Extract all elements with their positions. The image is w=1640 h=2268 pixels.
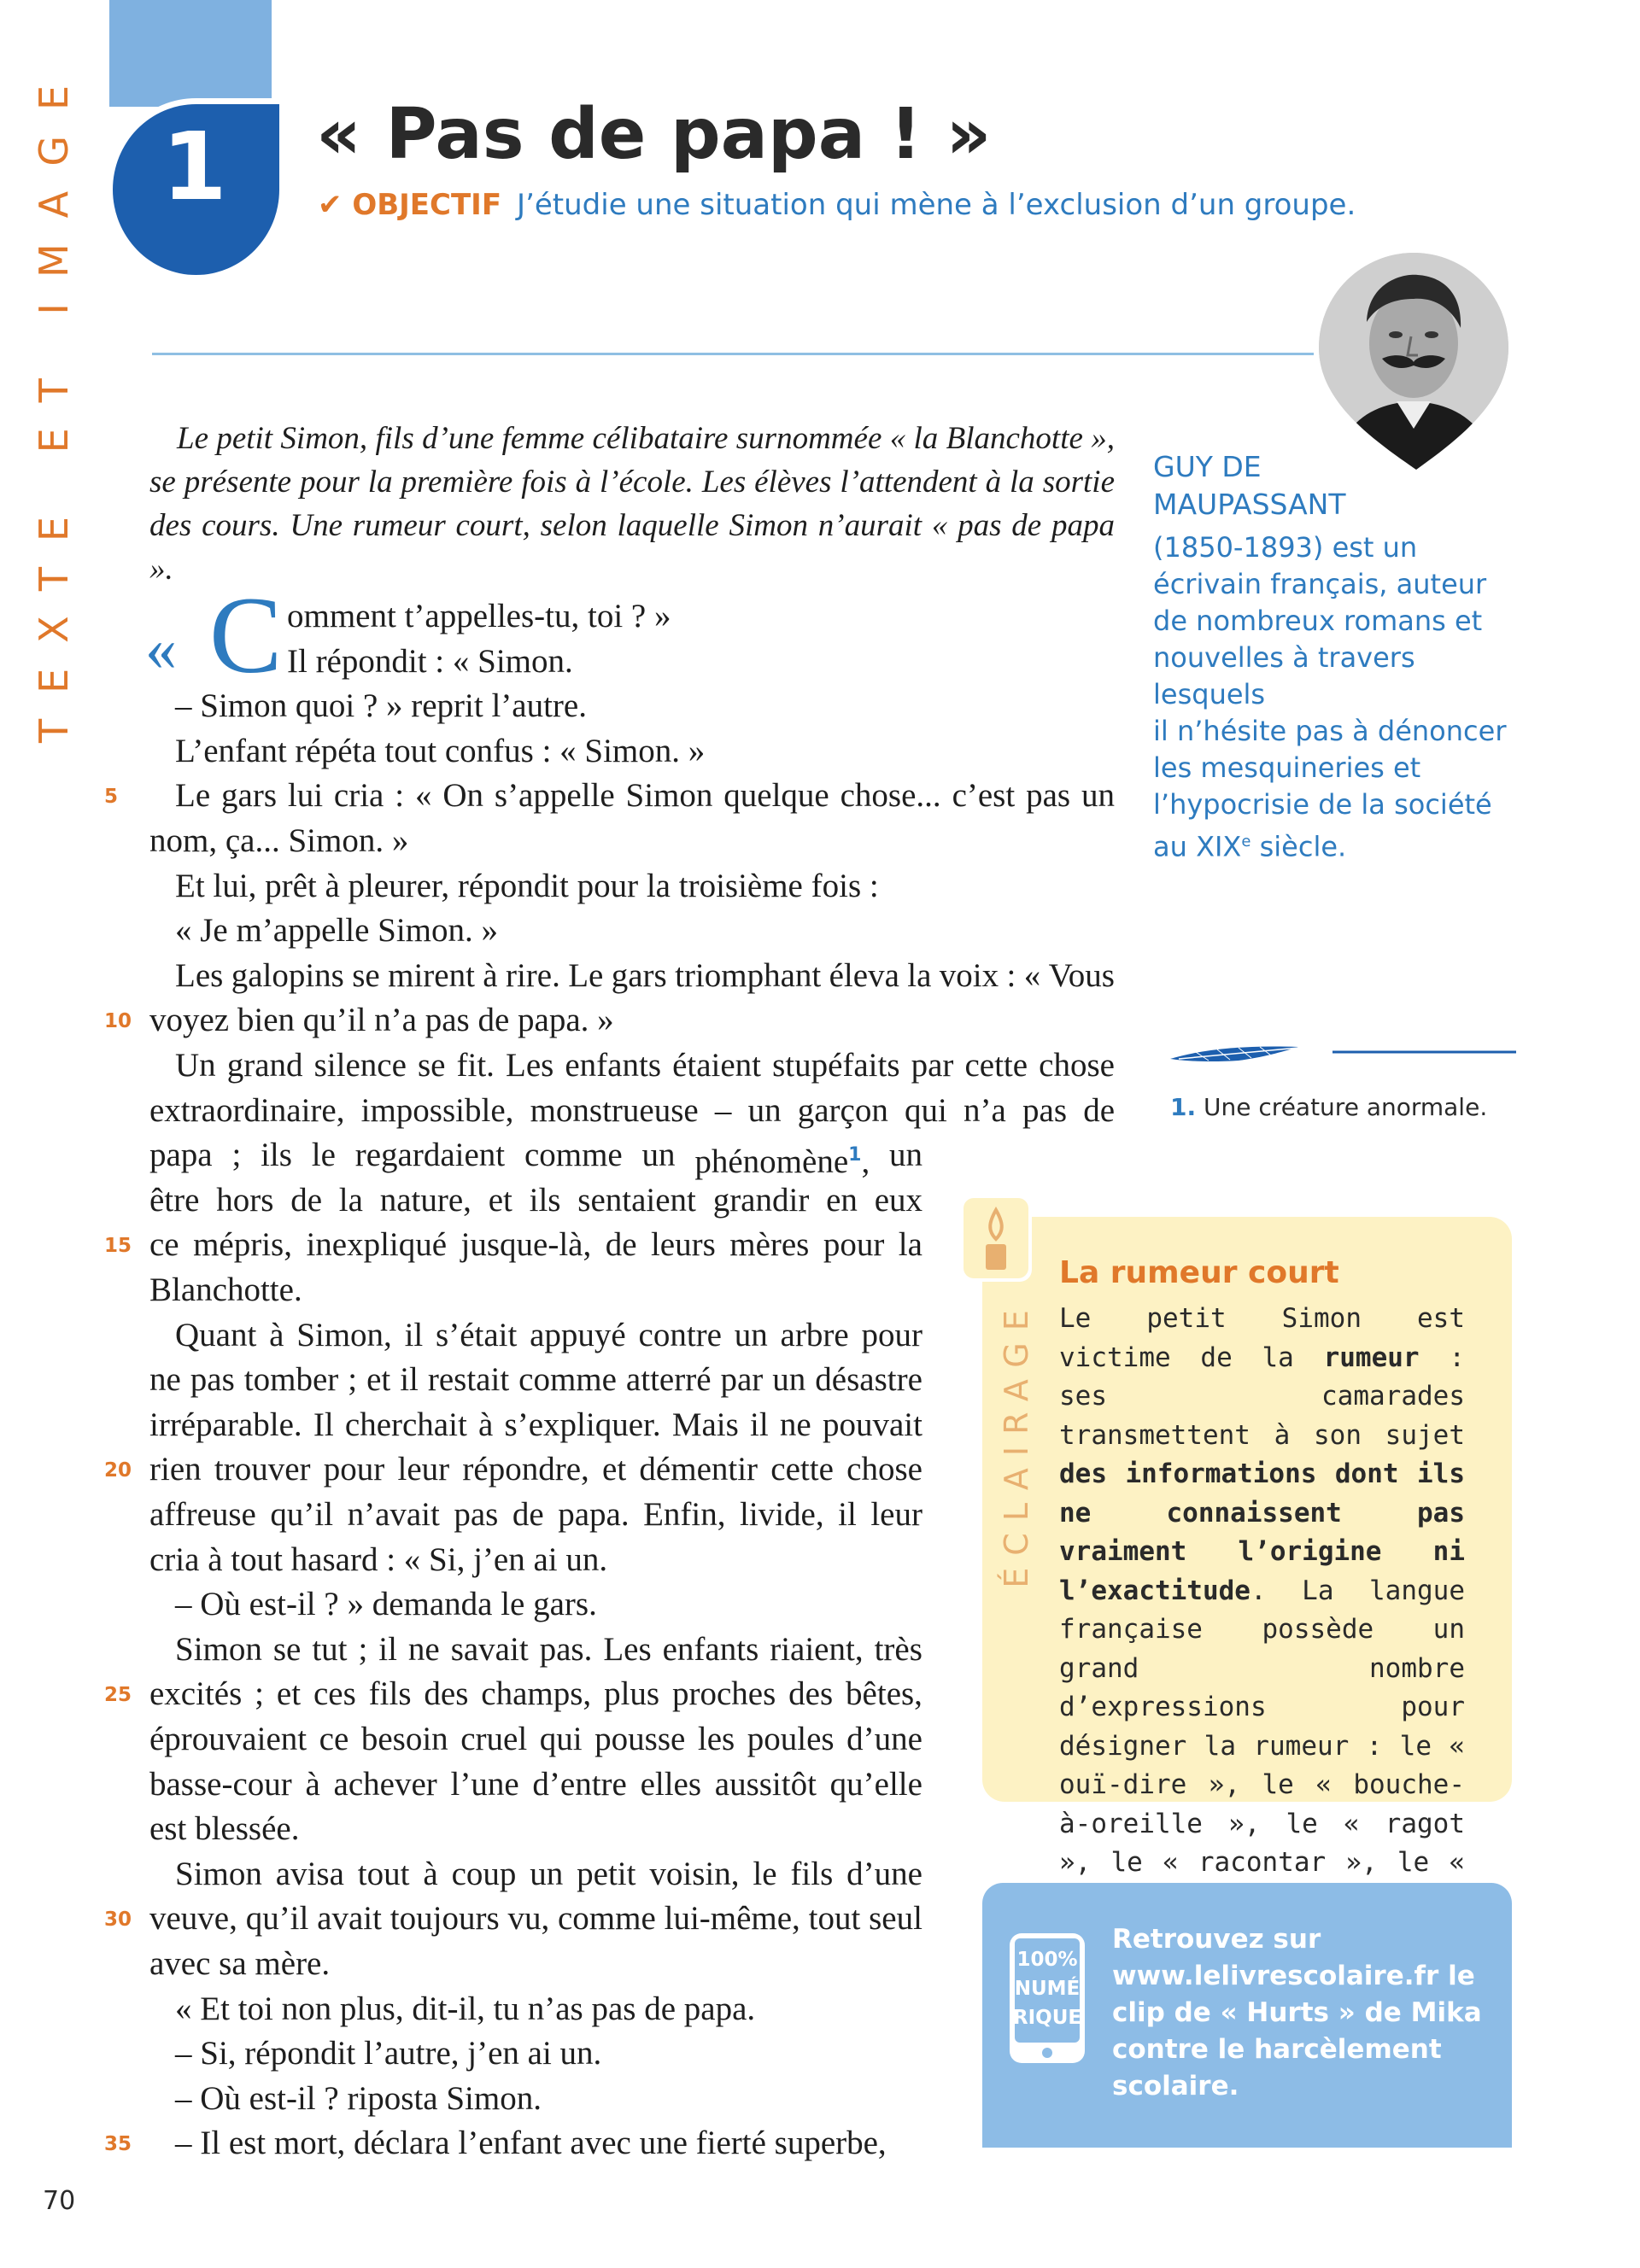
text-line: – Où est-il ? riposta Simon. <box>175 2079 542 2117</box>
badge-line: NUMÉ <box>1014 1978 1081 2000</box>
text-word: chose <box>1039 1047 1115 1084</box>
text-word: lui-même, <box>664 1900 800 1938</box>
chapter-number: 1 <box>161 112 227 221</box>
eclairage-text-bold: des informations dont ils ne connaissent pas vraiment l’origine ni l’exactitude <box>1059 1458 1465 1606</box>
text-word: bêtes, <box>846 1675 922 1713</box>
text-line: est blessée. <box>149 1810 300 1848</box>
text-word: qu’il <box>270 1496 334 1533</box>
text-word: ne <box>149 1361 181 1399</box>
text-word: riaient, <box>770 1630 864 1668</box>
text-word: tut <box>312 1630 348 1668</box>
text-word: gars <box>221 777 277 815</box>
chapter-tab-strip <box>109 0 272 107</box>
text-word: trouver <box>214 1451 311 1488</box>
text-word: lui <box>287 777 324 815</box>
text-line: Et lui, prêt à pleurer, répondit pour la troisième fois : <box>175 867 879 904</box>
text-word: se <box>352 956 380 994</box>
text-line <box>149 1178 922 1223</box>
text-word: pour <box>861 1316 922 1353</box>
text-word: aussitôt <box>714 1765 817 1803</box>
text-word: démentir <box>639 1451 758 1488</box>
text-word: voisin, <box>649 1855 740 1892</box>
text-word: éleva <box>829 956 899 994</box>
text-line <box>175 1043 1115 1088</box>
text-word: des <box>788 1675 834 1713</box>
text-word: ils <box>529 1181 561 1219</box>
text-line: cria à tout hasard : « Si, j’en ai un. <box>149 1540 608 1578</box>
text-word: ce <box>149 1226 179 1264</box>
text-word: leur <box>397 1451 450 1488</box>
text-word: à <box>423 1855 438 1892</box>
line-number: 15 <box>104 1235 132 1258</box>
text-word: papa <box>149 1137 213 1174</box>
text-word: Les <box>506 1047 554 1084</box>
text-word: plus <box>604 1675 660 1713</box>
text-word: Le <box>175 777 211 815</box>
text-word: Les <box>603 1630 652 1668</box>
text-word: s’était <box>436 1316 518 1353</box>
section-side-label <box>24 51 84 751</box>
text-word: Enfin, <box>643 1496 726 1533</box>
text-word: fit. <box>456 1047 495 1084</box>
page-title: « Pas de papa ! » <box>316 94 992 175</box>
text-word: Simon <box>175 1855 262 1892</box>
text-word: ; <box>348 1361 358 1399</box>
text-word: Il <box>313 1406 334 1443</box>
text-line: avec sa mère. <box>149 1945 331 1982</box>
text-word: inexpliqué <box>306 1226 448 1264</box>
line-number: 25 <box>104 1684 132 1707</box>
author-bio-line: (1850-1893) est un <box>1153 531 1418 564</box>
text-word: hors <box>216 1181 274 1219</box>
text-word: pas <box>190 1361 235 1399</box>
text-word: un <box>1081 777 1115 815</box>
eclairage-text-part: . La langue française possède un grand nombre d’expressions pour désigner la rumeur : le « ouï-dire », le « bouche-à-oreille », le « ragot », le « racontar », le « <box>1059 1575 1465 1878</box>
eclairage-text-part: : ses camarades transmettent à son sujet <box>1059 1342 1466 1451</box>
text-word: qui <box>539 1721 583 1757</box>
text-word: champs, <box>481 1675 592 1713</box>
text-word: tout <box>357 1855 410 1892</box>
text-word: papa. <box>558 1496 630 1533</box>
title-divider <box>152 353 1314 355</box>
text-word: nature, <box>379 1181 472 1219</box>
quill-icon <box>1170 1040 1516 1064</box>
text-word: mépris, <box>193 1226 292 1264</box>
text-line: – Simon quoi ? » reprit l’autre. <box>175 687 587 725</box>
text-word: ; <box>255 1675 265 1713</box>
text-word: : <box>1006 956 1016 994</box>
text-line <box>149 1447 922 1492</box>
text-word: cette <box>770 1451 834 1488</box>
text-word: savait <box>450 1630 529 1668</box>
text-word: être <box>149 1181 200 1219</box>
text-word: pour <box>323 1451 385 1488</box>
text-word: pousse <box>594 1721 686 1757</box>
text-line <box>149 1493 922 1537</box>
eclairage-side-label <box>982 1281 1051 1605</box>
drop-cap: C <box>209 575 283 696</box>
text-word: se <box>272 1630 302 1668</box>
text-word: à <box>305 1765 320 1803</box>
text-word: Un <box>175 1047 216 1084</box>
text-word: un <box>734 1316 768 1353</box>
text-line <box>149 1762 922 1807</box>
text-word: chose... <box>840 777 941 815</box>
text-word: appuyé <box>530 1316 626 1353</box>
author-bio-line: écrivain français, auteur <box>1153 568 1487 600</box>
text-word: petit <box>577 1855 636 1892</box>
text-word: voix <box>939 956 999 994</box>
text-word: très <box>874 1630 922 1668</box>
text-line: – Si, répondit l’autre, j’en ai un. <box>175 2035 602 2072</box>
objective-label: ✔ OBJECTIF <box>318 188 502 222</box>
text-word: de <box>512 1496 544 1533</box>
text-line <box>175 1313 922 1358</box>
text-word: à <box>269 1316 284 1353</box>
text-word: à <box>478 1406 494 1443</box>
author-bio-sup: e <box>1241 833 1251 850</box>
text-word: – <box>714 1091 732 1129</box>
text-word: pouvait <box>822 1406 922 1443</box>
text-word: leur <box>870 1496 922 1533</box>
text-word: avisa <box>275 1855 344 1892</box>
text-word: Les <box>175 956 224 994</box>
author-name-line: MAUPASSANT <box>1153 488 1346 521</box>
text-word: livide, <box>740 1496 824 1533</box>
text-line: voyez bien qu’il n’a pas de papa. » <box>149 1002 614 1039</box>
text-word: grand <box>226 1047 303 1084</box>
text-word: ce <box>319 1721 349 1757</box>
text-word: s’appelle <box>494 777 615 815</box>
text-word: garçon <box>797 1091 888 1129</box>
text-word: avait <box>317 1900 382 1938</box>
text-line <box>149 1897 922 1941</box>
text-word: comme <box>518 1361 617 1399</box>
line-number: 35 <box>104 2133 132 2156</box>
text-word: chose <box>846 1451 922 1488</box>
text-line <box>149 1358 922 1402</box>
candle-icon <box>957 1191 1035 1285</box>
text-word: restait <box>427 1361 510 1399</box>
text-word: Simon <box>625 777 713 815</box>
author-bio-line: nouvelles à travers lesquels <box>1153 641 1415 710</box>
text-word: ils <box>261 1137 292 1174</box>
text-line: Il répondit : « Simon. <box>287 642 573 680</box>
text-word: ; <box>358 1630 368 1668</box>
line-number: 20 <box>104 1459 132 1482</box>
text-word: se <box>417 1047 446 1084</box>
text-word: fils <box>368 1675 412 1713</box>
section-side-label-text: TEXTE ET IMAGE <box>31 59 77 744</box>
text-word: un <box>747 1091 782 1129</box>
text-line <box>149 1089 1115 1133</box>
text-word: gars <box>611 956 667 994</box>
text-word: qu’elle <box>829 1765 922 1803</box>
text-word: poules <box>747 1721 835 1757</box>
text-word: enfants <box>565 1047 661 1084</box>
text-word: mirent <box>388 956 475 994</box>
eclairage-side-label-text: ÉCLAIRAGE <box>998 1298 1035 1588</box>
text-word: ; <box>231 1137 242 1174</box>
footnote-ref: 1 <box>848 1144 862 1166</box>
text-word: et <box>602 1451 627 1488</box>
text-word: « <box>1023 956 1041 994</box>
text-word: qu’il <box>245 1900 309 1938</box>
text-word: impossible, <box>360 1091 514 1129</box>
text-word: il <box>750 1406 769 1443</box>
author-bio-line: de nombreux romans et <box>1153 605 1483 637</box>
text-word: n’avait <box>347 1496 440 1533</box>
objective-text: J’étudie une situation qui mène à l’exclusion d’un groupe. <box>517 188 1356 222</box>
text-line <box>149 1717 922 1762</box>
text-word: quelque <box>723 777 829 815</box>
text-word: un <box>772 1361 806 1399</box>
text-word: pas. <box>539 1630 593 1668</box>
text-word: des <box>424 1675 469 1713</box>
text-word: la <box>898 1226 922 1264</box>
author-bio-line: il n’hésite pas à dénoncer <box>1153 715 1507 747</box>
phone-icon <box>1006 1930 1088 2066</box>
text-word: cruel <box>460 1721 528 1757</box>
text-word: il <box>838 1496 857 1533</box>
text-word: ne <box>779 1406 811 1443</box>
text-word: il <box>400 1361 419 1399</box>
author-name <box>1153 448 1512 523</box>
text-word: les <box>697 1721 735 1757</box>
text-word: atterré <box>625 1361 712 1399</box>
text-word: comme <box>524 1137 623 1174</box>
text-line: L’enfant répéta tout confus : « Simon. » <box>175 732 706 769</box>
text-word: tomber <box>243 1361 339 1399</box>
text-word: Simon, <box>296 1316 392 1353</box>
text-word: cria <box>333 777 384 815</box>
text-line <box>175 1628 922 1672</box>
page-number: 70 <box>43 2186 76 2216</box>
text-word: affreuse <box>149 1496 256 1533</box>
text-word: par <box>720 1361 764 1399</box>
text-word: de <box>290 1181 322 1219</box>
text-word: besoin <box>360 1721 448 1757</box>
text-word: On <box>442 777 484 815</box>
eclairage-title: La rumeur court <box>1059 1255 1339 1290</box>
text-word: pour <box>823 1226 885 1264</box>
text-word: en <box>826 1181 858 1219</box>
text-word: veuve, <box>149 1900 237 1938</box>
text-word: contre <box>638 1316 722 1353</box>
text-word: Vous <box>1048 956 1115 994</box>
text-word: jusque-là, <box>460 1226 592 1264</box>
text-word: : <box>395 777 405 815</box>
text-word: l’une <box>450 1765 519 1803</box>
text-line <box>175 1852 922 1897</box>
text-line: nom, ça... Simon. » <box>149 822 409 859</box>
text-word: enfants <box>662 1630 759 1668</box>
text-word: éprouvaient <box>149 1721 308 1757</box>
text-word: de <box>1083 1091 1115 1129</box>
text-line <box>149 1223 922 1267</box>
text-line: Blanchotte. <box>149 1271 302 1308</box>
text-word: étaient <box>672 1047 761 1084</box>
text-word: cherchait <box>344 1406 467 1443</box>
text-word: stupéfaits <box>772 1047 900 1084</box>
text-word: pas <box>454 1496 499 1533</box>
text-word: comme <box>558 1900 656 1938</box>
text-word: c’est <box>952 777 1016 815</box>
text-word: ne <box>407 1630 440 1668</box>
text-line <box>149 1672 922 1716</box>
text-word: grandir <box>712 1181 810 1219</box>
text-word: il <box>404 1316 424 1353</box>
badge-line: RIQUE <box>1012 2007 1082 2029</box>
footnote <box>1170 1093 1487 1121</box>
intro-paragraph: Le petit Simon, fils d’une femme célibataire surnommée « la Blanchotte », se présente pour la première fois à l’école. Les élèves l’attendent à la sortie des cours. Une rumeur court, selon laquelle Simon n’aurait « pas de papa ». <box>149 421 1115 587</box>
text-word: vu, <box>507 1900 550 1938</box>
text-word: Simon <box>175 1630 262 1668</box>
author-bio <box>1153 529 1512 866</box>
text-word: d’entre <box>532 1765 627 1803</box>
text-word: Mais <box>671 1406 739 1443</box>
text-word: fils <box>790 1855 834 1892</box>
text-word: achever <box>333 1765 437 1803</box>
text-word: irréparable. <box>149 1406 302 1443</box>
text-word: désastre <box>815 1361 922 1399</box>
text-line: – Où est-il ? » demanda le gars. <box>175 1586 597 1623</box>
text-word: n’a <box>964 1091 1006 1129</box>
text-word: il <box>378 1630 397 1668</box>
text-word: arbre <box>780 1316 849 1353</box>
text-word: rien <box>149 1451 202 1488</box>
line-number: 30 <box>104 1909 132 1932</box>
text-word: un <box>530 1855 564 1892</box>
badge-line: 100% <box>1016 1949 1078 1971</box>
text-word: seul <box>869 1900 922 1938</box>
text-word: pas <box>1022 1091 1068 1129</box>
text-word: rire. <box>505 956 560 994</box>
text-word: silence <box>313 1047 407 1084</box>
opening-quote: « <box>145 614 177 684</box>
text-line: omment t’appelles-tu, toi ? » <box>287 598 671 634</box>
author-name-line: GUY DE <box>1153 450 1262 483</box>
text-word: de <box>605 1226 637 1264</box>
eclairage-text-part: Le petit Simon est victime de la <box>1059 1303 1465 1373</box>
digital-resource-text: Retrouvez sur www.lelivrescolaire.fr le clip de « Hurts » de Mika contre le harcèlement scolaire. <box>1112 1924 1482 2101</box>
text-line <box>149 1403 922 1447</box>
text-word: elles <box>640 1765 702 1803</box>
objective <box>318 188 1356 222</box>
text-word: regardaient <box>354 1137 506 1174</box>
text-word: d’une <box>846 1721 922 1757</box>
text-word: galopins <box>231 956 344 994</box>
text-word: le <box>753 1855 777 1892</box>
text-line <box>175 954 1115 998</box>
text-word: un <box>889 1137 922 1174</box>
text-line: « Et toi non plus, dit-il, tu n’as pas de papa. <box>175 1990 756 2027</box>
text-word: et <box>488 1181 512 1219</box>
text-word: phénomène$^1$, <box>694 1143 870 1181</box>
text-word: toujours <box>390 1900 500 1938</box>
text-line: – Il est mort, déclara l’enfant avec une fierté superbe, <box>175 2125 887 2162</box>
text-word: triomphant <box>675 956 822 994</box>
text-word: basse-cour <box>149 1765 292 1803</box>
text-word: ces <box>313 1675 356 1713</box>
text-line <box>175 774 1115 818</box>
text-word: « <box>414 777 432 815</box>
footnote-number: 1. <box>1170 1093 1197 1121</box>
text-word: excités <box>149 1675 243 1713</box>
text-word: répondre, <box>462 1451 589 1488</box>
text-word: pas <box>1026 777 1071 815</box>
footnote-text: Une créature anormale. <box>1204 1093 1488 1121</box>
eclairage-text <box>1059 1300 1465 1921</box>
text-word: cette <box>964 1047 1028 1084</box>
text-line: « Je m’appelle Simon. » <box>175 912 499 950</box>
author-bio-line: les mesquineries et <box>1153 751 1421 784</box>
text-word: mères <box>729 1226 810 1264</box>
text-word: proches <box>671 1675 776 1713</box>
author-bio-line: l’hypocrisie de la société <box>1153 788 1492 821</box>
text-word: eux <box>874 1181 922 1219</box>
author-bio-century: au XIX <box>1153 830 1242 863</box>
text-word: le <box>311 1137 336 1174</box>
text-word: monstrueuse <box>530 1091 699 1129</box>
text-word: et <box>276 1675 302 1713</box>
text-word: Le <box>568 956 604 994</box>
eclairage-text-bold: rumeur <box>1323 1342 1420 1373</box>
line-number: 5 <box>104 786 119 809</box>
text-word: un <box>641 1137 676 1174</box>
author-bio-end: siècle. <box>1250 830 1347 863</box>
text-word: Quant <box>175 1316 257 1353</box>
text-word: et <box>366 1361 391 1399</box>
text-word: sentaient <box>577 1181 696 1219</box>
text-word: par <box>911 1047 954 1084</box>
text-word: extraordinaire, <box>149 1091 345 1129</box>
text-word: la <box>907 956 932 994</box>
text-word: leurs <box>650 1226 716 1264</box>
text-word: tout <box>808 1900 861 1938</box>
text-word: la <box>338 1181 363 1219</box>
text-line <box>149 1133 922 1181</box>
author-portrait <box>1315 249 1512 473</box>
text-word: à <box>483 956 498 994</box>
line-number: 10 <box>104 1010 132 1033</box>
text-word: qui <box>905 1091 947 1129</box>
text-word: coup <box>451 1855 517 1892</box>
author-bio-line <box>1153 823 1512 866</box>
text-word: s’expliquer. <box>504 1406 661 1443</box>
text-word: d’une <box>846 1855 922 1892</box>
